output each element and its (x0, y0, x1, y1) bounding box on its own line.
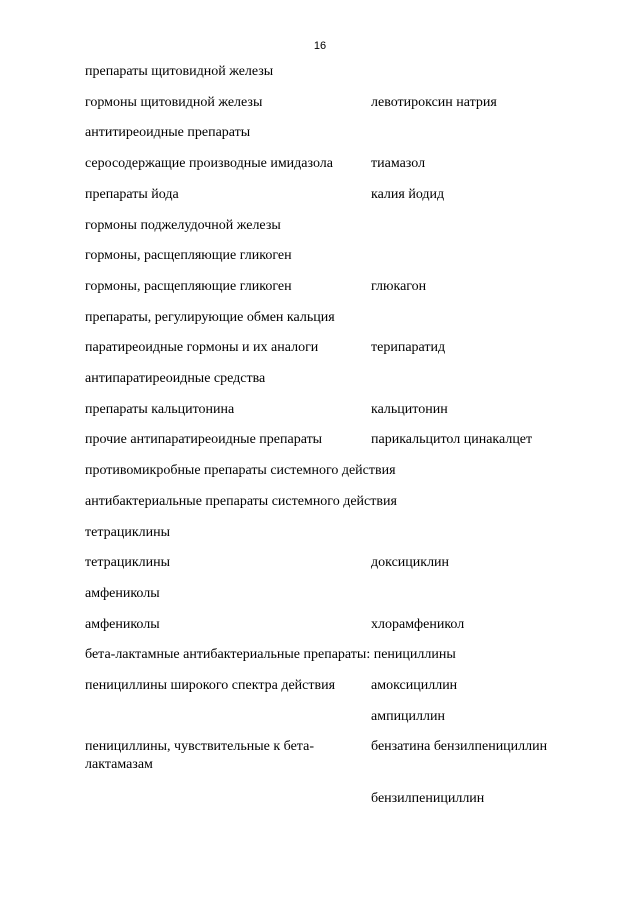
drug-name-label: амоксициллин (371, 678, 458, 693)
drug-class-label: антипаратиреоидные средства (85, 371, 266, 386)
drug-class-label: тетрациклины (85, 524, 170, 540)
drug-class-label: серосодержащие производные имидазола (85, 156, 333, 172)
drug-name-label: бензатина бензилпенициллин (371, 739, 548, 755)
drug-class-label: пенициллины широкого спектра действия (85, 678, 336, 693)
drug-name-label: доксициклин (371, 555, 450, 571)
drug-name-label: ампициллин (371, 708, 445, 724)
drug-class-label: амфениколы (85, 585, 160, 601)
drug-class-label: антибактериальные препараты системного действия (85, 493, 397, 509)
drug-class-label: амфениколы (85, 616, 160, 632)
drug-class-label: паратиреоидные гормоны и их аналоги (85, 340, 319, 356)
drug-class-label: препараты кальцитонина (85, 401, 235, 417)
drug-class-label: препараты щитовидной железы (85, 64, 274, 79)
drug-name-label: глюкагон (371, 278, 427, 294)
drug-class-label: гормоны, расщепляющие гликоген (85, 278, 292, 294)
drug-class-label: прочие антипаратиреоидные препараты (85, 432, 323, 448)
drug-name-label: хлорамфеникол (371, 616, 465, 632)
drug-class-label: препараты йода (85, 186, 179, 202)
drug-class-label: гормоны щитовидной железы (85, 94, 263, 110)
drug-class-label: антитиреоидные препараты (85, 125, 251, 141)
drug-class-label: препараты, регулирующие обмен кальция (85, 309, 335, 325)
drug-name-label: парикальцитол цинакалцет (371, 432, 533, 448)
drug-name-label: калия йодид (371, 186, 445, 202)
drug-class-label: пенициллины, чувствительные к бета-лактамазам (85, 739, 314, 773)
drug-name-label: терипаратид (371, 340, 446, 356)
drug-class-label: гормоны, расщепляющие гликоген (85, 248, 292, 264)
drug-name-label: тиамазол (371, 156, 426, 172)
drug-class-label: тетрациклины (85, 555, 170, 571)
drug-name-label: левотироксин натрия (371, 94, 497, 110)
drug-class-label: бета-лактамные антибактериальные препараты: пенициллины (85, 647, 456, 663)
page-number: 16 (313, 40, 327, 52)
drug-name-label: кальцитонин (371, 401, 448, 417)
drug-class-label: противомикробные препараты системного действия (85, 463, 396, 479)
drug-class-label: гормоны поджелудочной железы (85, 217, 281, 233)
drug-name-label: бензилпенициллин (371, 791, 485, 807)
